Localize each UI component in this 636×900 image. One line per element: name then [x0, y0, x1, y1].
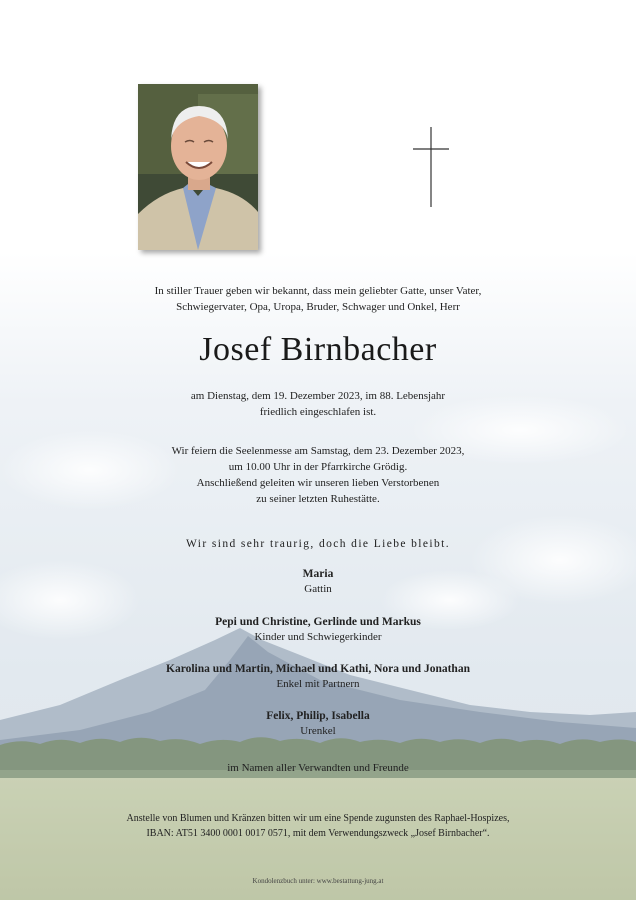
family-names: Pepi und Christine, Gerlinde und Markus: [215, 616, 421, 628]
family-names: Felix, Philip, Isabella: [266, 710, 370, 722]
mass-line: Anschließend geleiten wir unseren lieben Verstorbenen: [196, 477, 440, 489]
deceased-name: Josef Birnbacher: [199, 331, 437, 368]
family-relation: Enkel mit Partnern: [276, 678, 360, 690]
family-names: Karolina und Martin, Michael und Kathi, Nora und Jonathan: [166, 663, 470, 675]
death-notice: [0, 389, 636, 420]
mass-line: um 10.00 Uhr in der Pfarrkirche Grödig.: [228, 461, 408, 473]
family-group: [0, 709, 636, 739]
intro-line: Schwiegervater, Opa, Uropa, Bruder, Schwager und Onkel, Herr: [176, 301, 460, 313]
intro-line: In stiller Trauer geben wir bekannt, dass mein geliebter Gatte, unser Vater,: [154, 285, 482, 297]
family-group: [0, 615, 636, 645]
donation-request: [0, 811, 636, 841]
relatives-line: im Namen aller Verwandten und Freunde: [227, 762, 409, 774]
family-group: [0, 662, 636, 692]
mass-line: Wir feiern die Seelenmesse am Samstag, dem 23. Dezember 2023,: [171, 445, 465, 457]
family-names: Maria: [302, 568, 334, 580]
family-relation: Urenkel: [300, 725, 336, 737]
portrait-photo: [138, 84, 258, 250]
funeral-mass-info: [0, 443, 636, 507]
family-group: [0, 567, 636, 597]
cross-icon: [413, 127, 449, 207]
donation-line: Anstelle von Blumen und Kränzen bitten wir um eine Spende zugunsten des Raphael-Hospizes,: [126, 813, 510, 824]
mass-line: zu seiner letzten Ruhestätte.: [256, 493, 380, 505]
family-relation: Kinder und Schwiegerkinder: [254, 631, 382, 643]
family-relation: Gattin: [304, 583, 332, 595]
death-line: am Dienstag, dem 19. Dezember 2023, im 88. Lebensjahr: [190, 390, 446, 402]
death-line: friedlich eingeschlafen ist.: [259, 405, 377, 418]
intro-text: [0, 283, 636, 315]
donation-line: IBAN: AT51 3400 0001 0017 0571, mit dem Verwendungszweck „Josef Birnbacher“.: [146, 828, 490, 839]
condolence-footer: Kondolenzbuch unter: www.bestattung-jung.at: [252, 877, 384, 885]
motto: Wir sind sehr traurig, doch die Liebe bleibt.: [185, 538, 451, 550]
